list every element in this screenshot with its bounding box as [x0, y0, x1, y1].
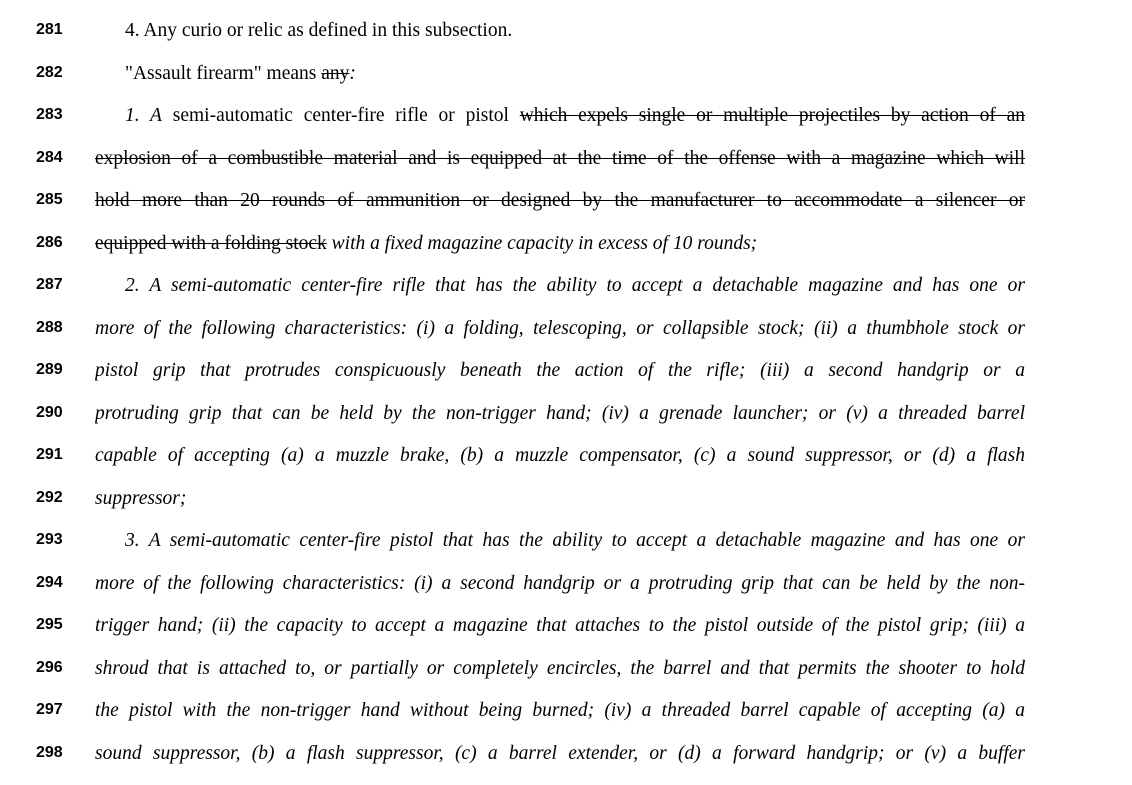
inserted-text: shroud that is attached to, or partially or completely encircles, the barrel and that permits the shooter to hold — [95, 657, 1025, 679]
line-number: 294 — [36, 573, 63, 591]
document-line — [0, 233, 1132, 275]
line-number: 283 — [36, 106, 63, 123]
document-line — [0, 63, 1132, 105]
inserted-text: 3. A semi-automatic center-fire pistol that has the ability to accept a detachable magazine and has one or — [125, 530, 1025, 551]
inserted-text: the pistol with the non-trigger hand without being burned; (iv) a threaded barrel capable of accepting (a) a — [95, 700, 1025, 721]
line-number: 296 — [36, 658, 63, 676]
line-text — [95, 233, 1025, 255]
document-line — [0, 190, 1132, 232]
line-number: 291 — [36, 446, 63, 463]
line-text — [125, 530, 1025, 554]
struck-text: equipped with a folding stock — [95, 232, 327, 254]
line-text — [95, 658, 1025, 682]
line-number: 293 — [36, 531, 63, 548]
inserted-text: 1. A — [125, 105, 162, 126]
inserted-text: more of the following characteristics: (i) a folding, telescoping, or collapsible stock; (ii) a thumbhole stock or — [95, 317, 1025, 339]
struck-text: explosion of a combustible material and is equipped at the time of the offense with a magazine which will — [95, 147, 1025, 169]
line-text — [125, 20, 1025, 42]
line-text — [95, 148, 1025, 172]
document-line — [0, 105, 1132, 147]
plain-text: semi-automatic center-fire rifle or pistol — [161, 105, 520, 126]
line-number: 289 — [36, 361, 63, 378]
line-text — [95, 573, 1025, 597]
plain-text: "Assault firearm" means — [125, 62, 322, 84]
document-line — [0, 488, 1132, 530]
document-line — [0, 275, 1132, 317]
line-number: 297 — [36, 701, 63, 718]
line-number: 292 — [36, 488, 63, 506]
inserted-text: with a fixed magazine capacity in excess of 10 rounds; — [326, 232, 758, 254]
document-line — [0, 403, 1132, 445]
struck-text: any — [321, 62, 350, 84]
document-line — [0, 318, 1132, 360]
document-line — [0, 20, 1132, 62]
struck-text: which expels single or multiple projectiles by action of an — [519, 105, 1025, 126]
plain-text: 4. Any curio or relic as defined in this subsection. — [125, 20, 513, 41]
struck-text: hold more than 20 rounds of ammunition or designed by the manufacturer to accommodate a silencer or — [95, 190, 1025, 211]
line-number: 290 — [36, 403, 63, 421]
inserted-text: 2. A semi-automatic center-fire rifle that has the ability to accept a detachable magazine and has one or — [125, 275, 1025, 296]
document-line — [0, 445, 1132, 487]
line-text — [95, 403, 1025, 427]
line-number: 298 — [36, 743, 63, 761]
inserted-text: pistol grip that protrudes conspicuously beneath the action of the rifle; (iii) a second handgrip or a — [95, 360, 1025, 381]
line-text — [95, 488, 1025, 510]
line-text — [95, 445, 1025, 469]
line-text — [125, 63, 1025, 85]
document-line — [0, 743, 1132, 785]
line-number: 282 — [36, 63, 63, 81]
line-number: 287 — [36, 276, 63, 293]
line-text — [95, 190, 1025, 214]
line-text — [95, 360, 1025, 384]
line-text — [95, 615, 1025, 639]
document-line — [0, 360, 1132, 402]
line-number: 295 — [36, 616, 63, 633]
inserted-text: sound suppressor, (b) a flash suppressor, (c) a barrel extender, or (d) a forward handgrip; or (v) a buffer — [95, 742, 1025, 764]
document-line — [0, 615, 1132, 657]
inserted-text: trigger hand; (ii) the capacity to accept a magazine that attaches to the pistol outside of the pistol grip; (iii) a — [95, 615, 1025, 636]
line-text — [95, 318, 1025, 342]
inserted-text: protruding grip that can be held by the non-trigger hand; (iv) a grenade launcher; or (v) a threaded barrel — [95, 402, 1025, 424]
inserted-text: suppressor; — [95, 487, 187, 509]
line-number: 286 — [36, 233, 63, 251]
document-line — [0, 573, 1132, 615]
line-number: 288 — [36, 318, 63, 336]
line-number: 284 — [36, 148, 63, 166]
document-line — [0, 658, 1132, 700]
document-line — [0, 700, 1132, 742]
document-line — [0, 530, 1132, 572]
document-line — [0, 148, 1132, 190]
inserted-text: capable of accepting (a) a muzzle brake, (b) a muzzle compensator, (c) a sound suppressor, or (d) a flash — [95, 445, 1025, 466]
line-number: 281 — [36, 21, 63, 38]
line-text — [125, 275, 1025, 299]
line-text — [125, 105, 1025, 129]
line-text — [95, 743, 1025, 767]
line-text — [95, 700, 1025, 724]
inserted-text: more of the following characteristics: (i) a second handgrip or a protruding grip that can be held by the non- — [95, 572, 1025, 594]
line-number: 285 — [36, 191, 63, 208]
inserted-text: : — [349, 62, 356, 84]
